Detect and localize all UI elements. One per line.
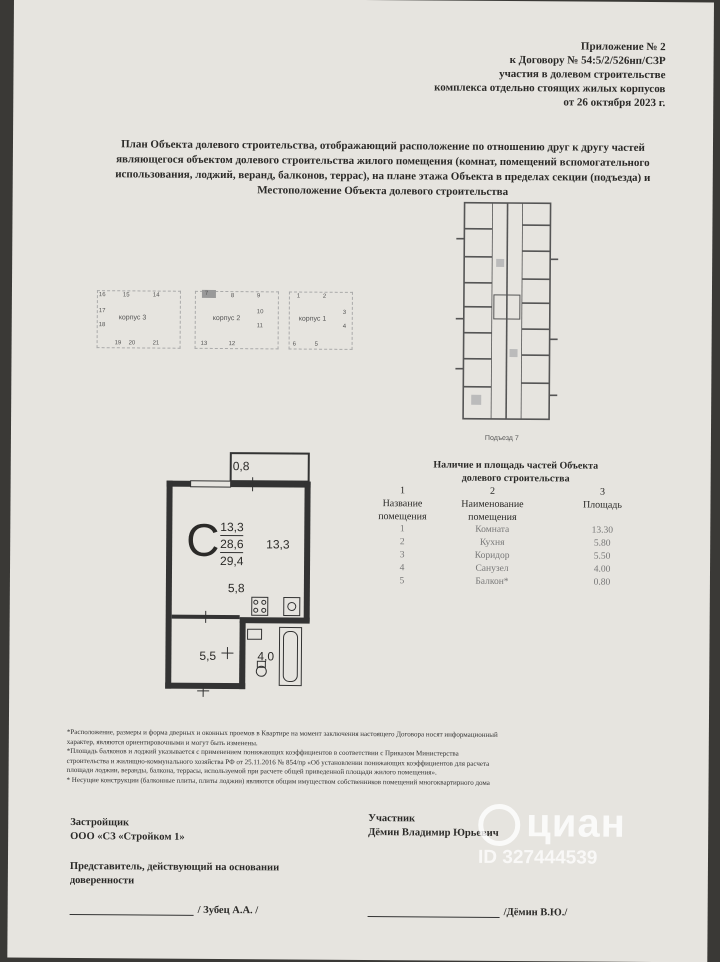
representative-block bbox=[70, 860, 279, 889]
table-title bbox=[391, 458, 641, 486]
footnotes bbox=[67, 728, 697, 789]
table-title-line-1: Наличие и площадь частей Объекта bbox=[391, 458, 641, 473]
developer-block bbox=[70, 816, 185, 845]
section-number: 12 bbox=[229, 341, 236, 347]
developer-label: Застройщик bbox=[70, 816, 185, 831]
developer-name: ООО «СЗ «Стройком 1» bbox=[70, 830, 185, 845]
row-name: Коридор bbox=[432, 549, 552, 563]
row-number: 2 bbox=[372, 536, 432, 549]
areas-table bbox=[372, 484, 653, 590]
footnote-2-line-2: строительства и жилищно-коммунального хозяйства РФ от 25.11.2016 № 854/пр «Об установлении понижающих коэффициентов для расчета bbox=[67, 756, 697, 770]
header-line-1: Приложение № 2 bbox=[434, 38, 665, 54]
col2-header-line: помещения bbox=[432, 510, 552, 524]
col1-header bbox=[372, 497, 432, 523]
row-area: 5.50 bbox=[552, 550, 652, 564]
footnote-3: * Несущие конструкции (балконные плиты, плиты лоджии) являются общим имуществом собственников помещений многоквартирного дома bbox=[67, 775, 697, 789]
document-title bbox=[103, 137, 663, 201]
kitchen-area-label: 5,8 bbox=[228, 581, 245, 595]
cian-brand: циан bbox=[526, 801, 626, 846]
col2-header-line: Наименование bbox=[432, 497, 552, 511]
row-number: 4 bbox=[372, 562, 432, 575]
col1-header-line: помещения bbox=[372, 510, 432, 523]
col1-header-line: Название bbox=[372, 497, 432, 510]
row-number: 3 bbox=[372, 549, 432, 562]
apartment-type-letter: С bbox=[186, 517, 220, 563]
developer-signature-name: / Зубец А.А. / bbox=[198, 904, 259, 918]
cian-logo-icon bbox=[478, 804, 520, 846]
korpus-3-label: корпус 3 bbox=[119, 314, 147, 321]
section-number: 14 bbox=[153, 293, 160, 299]
living-area-value: 13,3 bbox=[220, 519, 243, 535]
appendix-header bbox=[434, 38, 666, 110]
header-line-5: от 26 октября 2023 г. bbox=[434, 94, 665, 110]
section-number: 3 bbox=[343, 310, 346, 316]
title-line-4: Местоположение Объекта долевого строительства bbox=[103, 182, 663, 201]
representative-line-1: Представитель, действующий на основании bbox=[70, 860, 279, 875]
section-number: 4 bbox=[343, 324, 346, 330]
section-number: 20 bbox=[129, 340, 136, 346]
row-area: 0.80 bbox=[552, 576, 652, 590]
column-number: 3 bbox=[553, 485, 653, 499]
section-number: 17 bbox=[99, 308, 106, 314]
table-title-line-2: долевого строительства bbox=[391, 471, 641, 486]
footnote-2-line-1: *Площадь балконов и лоджий указывается с применением понижающих коэффициентов в соответствии с Приказом Министерства bbox=[67, 747, 697, 761]
column-number: 1 bbox=[373, 484, 433, 497]
floor-plan-drawing bbox=[451, 199, 563, 432]
row-area: 5.80 bbox=[552, 537, 652, 551]
section-number: 6 bbox=[293, 342, 296, 348]
title-line-1: План Объекта долевого строительства, отображающий расположение по отношению друг к другу частей bbox=[103, 137, 663, 156]
cian-watermark-id: ID 327444539 bbox=[478, 847, 598, 870]
floor-plan-caption: Подъезд 7 bbox=[485, 435, 519, 442]
section-number: 15 bbox=[123, 292, 130, 298]
section-number: 8 bbox=[231, 293, 234, 299]
table-header-row bbox=[372, 497, 652, 525]
apartment-plan bbox=[159, 451, 321, 702]
section-number: 18 bbox=[99, 322, 106, 328]
header-line-4: комплекса отдельно стоящих жилых корпусов bbox=[434, 80, 665, 96]
korpus-2-label: корпус 2 bbox=[213, 315, 241, 322]
section-number: 10 bbox=[257, 309, 264, 315]
document-page bbox=[7, 0, 714, 962]
col3-header: Площадь bbox=[552, 498, 652, 525]
section-number: 21 bbox=[153, 341, 160, 347]
row-name: Балкон* bbox=[432, 575, 552, 589]
section-number: 9 bbox=[257, 293, 260, 299]
title-line-2: являющегося объектом долевого строительства жилого помещения (комнат, помещений вспомогательного bbox=[103, 152, 663, 171]
developer-signature-line bbox=[70, 914, 194, 916]
header-line-3: участия в долевом строительстве bbox=[434, 66, 665, 82]
row-name: Санузел bbox=[432, 562, 552, 576]
table-row bbox=[372, 575, 652, 590]
footnote-1-line-1: *Расположение, размеры и форма дверных и оконных проемов в Квартире на момент заключения настоящего Договора носят информационный bbox=[67, 728, 697, 742]
participant-signature-line bbox=[368, 916, 500, 918]
apartment-areas bbox=[220, 519, 244, 569]
section-number: 7 bbox=[205, 291, 208, 297]
footnote-1-line-2: характер, являются ориентировочными и могут быть изменены. bbox=[67, 737, 697, 751]
section-number: 1 bbox=[297, 294, 300, 300]
row-number: 1 bbox=[372, 523, 432, 536]
balcony-area-label: 0,8 bbox=[233, 459, 250, 473]
row-area: 4.00 bbox=[552, 563, 652, 577]
section-number: 2 bbox=[323, 294, 326, 300]
column-number: 2 bbox=[433, 484, 553, 498]
row-area: 13.30 bbox=[552, 524, 652, 538]
korpus-1-label: корпус 1 bbox=[299, 316, 327, 323]
bath-area-label: 4,0 bbox=[257, 649, 274, 663]
participant-name: Дёмин Владимир Юрьевич bbox=[368, 826, 499, 841]
section-number: 19 bbox=[115, 340, 122, 346]
participant-label: Участник bbox=[368, 812, 499, 827]
representative-line-2: доверенности bbox=[70, 874, 279, 889]
section-number: 5 bbox=[315, 342, 318, 348]
header-line-2: к Договору № 54:5/2/526нп/СЗР bbox=[434, 52, 665, 68]
total-with-balcony-value: 29,4 bbox=[220, 552, 243, 569]
section-number: 16 bbox=[99, 292, 106, 298]
section-number: 13 bbox=[201, 341, 208, 347]
row-name: Кухня bbox=[432, 536, 552, 550]
row-number: 5 bbox=[372, 575, 432, 588]
row-name: Комната bbox=[432, 523, 552, 537]
apartment-walls bbox=[159, 451, 321, 702]
footnote-2-line-3: площади лоджии, веранды, балкона, террасы, используемой при расчете общей приведенной площади жилого помещения». bbox=[67, 766, 697, 780]
total-area-value: 28,6 bbox=[220, 535, 243, 552]
room-area-label: 13,3 bbox=[266, 537, 289, 551]
col2-header bbox=[432, 497, 552, 524]
cian-watermark-logo bbox=[478, 801, 626, 847]
participant-signature-name: /Дёмин В.Ю./ bbox=[504, 906, 568, 920]
section-number: 11 bbox=[257, 323, 263, 329]
site-plan bbox=[97, 286, 357, 350]
title-line-3: использования, лоджий, веранд, балконов, террас), на плане этажа Объекта в пределах секции (подъезда) и bbox=[103, 167, 663, 186]
corridor-area-label: 5,5 bbox=[199, 649, 216, 663]
